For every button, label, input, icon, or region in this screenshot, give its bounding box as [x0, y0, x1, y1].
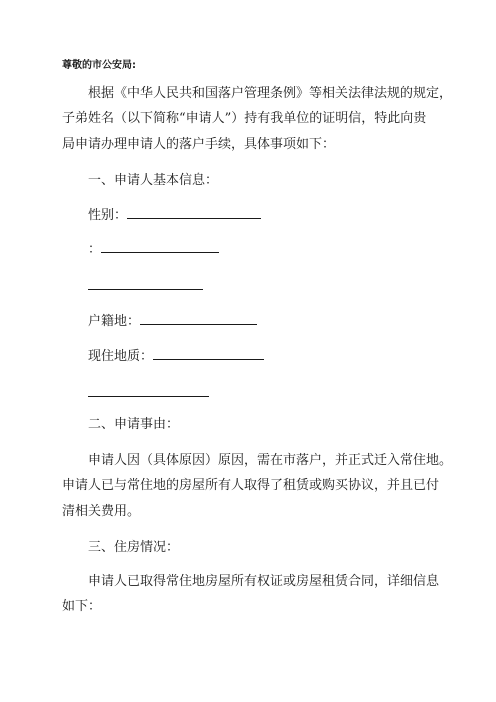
household-field — [88, 312, 257, 330]
continuation-blank — [88, 277, 203, 290]
section-2-heading: 二、申请事由： — [88, 417, 180, 432]
continuation-field — [88, 277, 203, 295]
intro-line-1: 根据《中华人民共和国落户管理条例》等相关法律法规的规定， — [88, 86, 453, 101]
unlabeled-blank — [101, 240, 219, 253]
residence-field — [88, 347, 264, 365]
section-2-line-1: 申请人因（具体原因）原因，需在市落户，并正式迁入常住地。 — [88, 453, 453, 468]
gender-label: 性别： — [88, 208, 128, 223]
section-3-line-2: 如下： — [62, 599, 102, 614]
section-2-line-2: 申请人已与常住地的房屋所有人取得了租赁或购买协议，并且已付 — [62, 478, 440, 493]
continuation-blank-2 — [88, 384, 209, 397]
gender-field — [88, 206, 261, 224]
intro-line-3: 局申请办理申请人的落户手续，具体事项如下： — [62, 137, 336, 152]
intro-line-2: 子弟姓名（以下简称“申请人”）持有我单位的证明信，特此向贵 — [62, 111, 427, 126]
residence-blank — [153, 347, 264, 360]
unlabeled-field — [88, 240, 219, 258]
section-2-line-3: 清相关费用。 — [62, 504, 141, 519]
continuation-field-2 — [88, 384, 209, 402]
section-3-heading: 三、住房情况： — [88, 540, 180, 555]
household-blank — [140, 312, 257, 325]
unlabeled-field-prefix: ： — [88, 242, 102, 257]
section-1-heading: 一、申请人基本信息： — [88, 173, 219, 188]
residence-label: 现住地质： — [88, 349, 154, 364]
salutation: 尊敬的市公安局: — [62, 60, 136, 71]
gender-blank — [127, 206, 261, 219]
household-label: 户籍地： — [88, 314, 141, 329]
section-3-line-1: 申请人已取得常住地房屋所有权证或房屋租赁合同，详细信息 — [88, 574, 440, 589]
